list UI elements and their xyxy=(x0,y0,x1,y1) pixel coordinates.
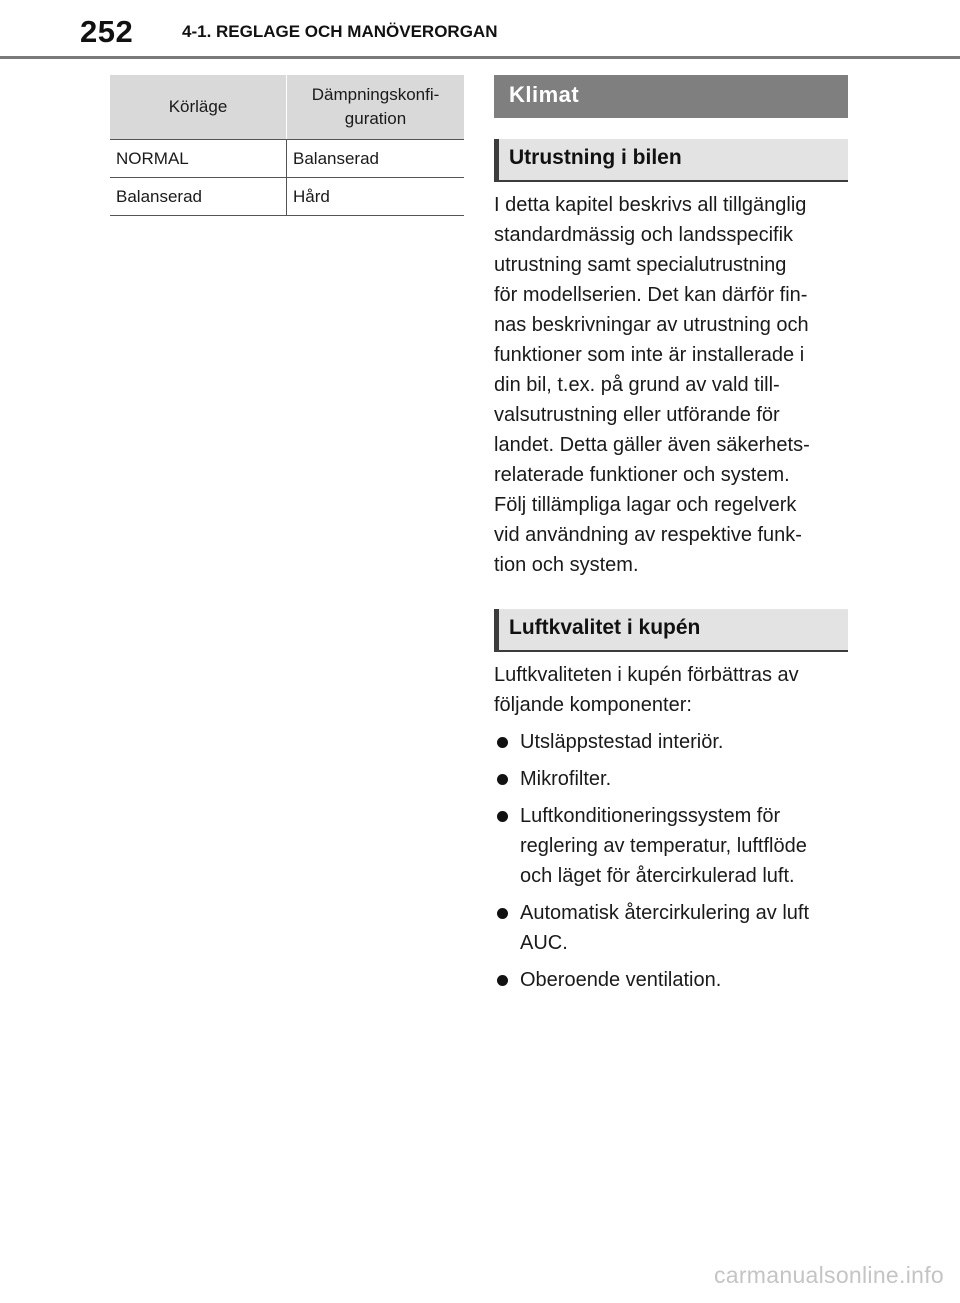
text-line: för modellserien. Det kan därför fin- xyxy=(494,284,808,306)
list-item xyxy=(494,764,848,794)
text-line: funktioner som inte är installerade i xyxy=(494,344,805,366)
text-line: standardmässig och landsspecifik xyxy=(494,224,794,246)
bullet-dot-icon xyxy=(497,737,508,748)
section-title-bar xyxy=(494,75,848,118)
text-line: tion och system. xyxy=(494,554,639,576)
watermark-link[interactable]: carmanualsonline.info xyxy=(713,1262,944,1288)
table-header-text: Dämpningskonfi- guration xyxy=(311,85,440,128)
section-title: Klimat xyxy=(509,82,580,107)
text-line: Utsläppstestad interiör. xyxy=(520,731,724,753)
equipment-paragraph xyxy=(494,190,848,580)
list-item xyxy=(494,965,848,995)
text-line: din bil, t.ex. på grund av vald till- xyxy=(494,374,780,396)
table-header-row xyxy=(110,75,464,140)
bullet-dot-icon xyxy=(497,908,508,919)
text-line: Följ tillämpliga lagar och regelverk xyxy=(494,494,797,516)
table-header-cell: Körläge xyxy=(110,75,287,140)
subsection-title: Luftkvalitet i kupén xyxy=(509,616,701,639)
page-number: 252 xyxy=(80,14,134,49)
list-item xyxy=(494,727,848,757)
text-line: valsutrustning eller utförande för xyxy=(494,404,780,426)
text-line: utrustning samt specialutrustning xyxy=(494,254,787,276)
list-item xyxy=(494,898,848,958)
bullet-dot-icon xyxy=(497,774,508,785)
subsection-heading-air-quality xyxy=(494,609,848,652)
table-cell: Balanserad xyxy=(110,178,287,216)
subsection-heading-equipment xyxy=(494,139,848,182)
air-quality-component-list xyxy=(494,727,848,1002)
table-row xyxy=(110,178,464,216)
text-line: landet. Detta gäller även säkerhets- xyxy=(494,434,810,456)
bullet-dot-icon xyxy=(497,975,508,986)
text-line: och läget för återcirkulerad luft. xyxy=(520,865,795,887)
text-line: Oberoende ventilation. xyxy=(520,969,722,991)
text-line: Luftkonditioneringssystem för xyxy=(520,805,781,827)
text-line: AUC. xyxy=(520,932,568,954)
table-cell: Hård xyxy=(287,178,465,216)
table-cell: Balanserad xyxy=(287,140,465,178)
subsection-title: Utrustning i bilen xyxy=(509,146,682,169)
chapter-title: 4-1. REGLAGE OCH MANÖVERORGAN xyxy=(182,22,498,41)
text-line: I detta kapitel beskrivs all tillgänglig xyxy=(494,194,807,216)
header-divider xyxy=(0,56,960,59)
text-line: Mikrofilter. xyxy=(520,768,612,790)
text-line: vid användning av respektive funk- xyxy=(494,524,802,546)
list-item xyxy=(494,801,848,891)
text-line: reglering av temperatur, luftflöde xyxy=(520,835,807,857)
table-header-cell xyxy=(287,75,465,140)
air-quality-intro xyxy=(494,660,848,720)
text-line: följande komponenter: xyxy=(494,694,692,716)
table-cell: NORMAL xyxy=(110,140,287,178)
drive-mode-table xyxy=(110,75,464,216)
text-line: Luftkvaliteten i kupén förbättras av xyxy=(494,664,799,686)
page-header xyxy=(0,0,960,62)
text-line: relaterade funktioner och system. xyxy=(494,464,790,486)
bullet-dot-icon xyxy=(497,811,508,822)
table-row xyxy=(110,140,464,178)
text-line: nas beskrivningar av utrustning och xyxy=(494,314,809,336)
text-line: Automatisk återcirkulering av luft xyxy=(520,902,810,924)
